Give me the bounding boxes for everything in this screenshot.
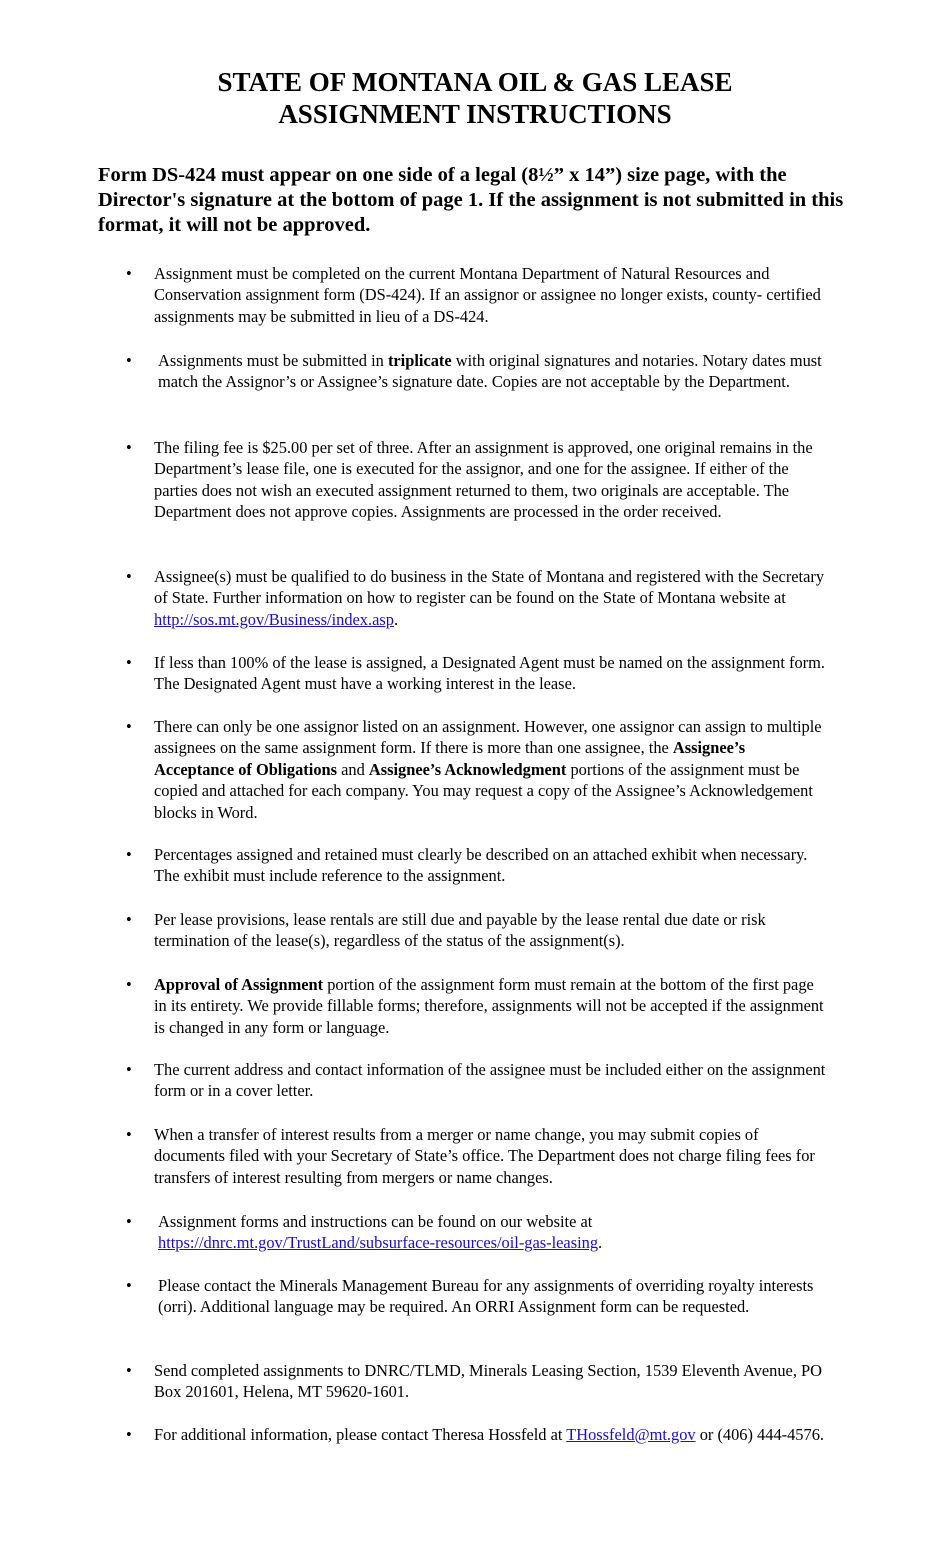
instruction-text [158,1211,826,1254]
contact-email-link[interactable]: THossfeld@mt.gov [566,1425,696,1444]
instruction-item-percentages [126,844,826,887]
page-title-line-1: STATE OF MONTANA OIL & GAS LEASE [217,67,733,97]
instruction-text: The current address and contact information of the assignee must be included either on the assignment form or in a cover letter. [154,1060,826,1101]
text-run: For additional information, please contact Theresa Hossfeld at [154,1425,567,1444]
bullet-icon: • [126,1276,132,1295]
bullet-icon: • [126,1361,132,1380]
instruction-item-orri [126,1275,826,1318]
bullet-icon: • [126,264,132,283]
instruction-item-filing-fee [126,437,826,523]
instruction-text: The filing fee is $25.00 per set of three. After an assignment is approved, one original remains in the Department’s lease file, one is executed for the assignor, and one for the assignee. If either of the parties does not wish an executed assignment returned to them, two originals are acceptable. The Department does not approve copies. Assignments are processed in the order received. [154,438,813,522]
instruction-text: If less than 100% of the lease is assigned, a Designated Agent must be named on the assignment form. The Designated Agent must have a working interest in the lease. [154,653,825,694]
bullet-icon: • [126,1060,132,1079]
instruction-item-current-form [126,263,826,327]
bullet-icon: • [126,438,132,457]
emphasis-assignee-acknowledgment: Assignee’s Acknowledgment [368,759,567,779]
instruction-item-lease-rentals [126,909,826,952]
instruction-text: Percentages assigned and retained must clearly be described on an attached exhibit when necessary. The exhibit must include reference to the assignment. [154,845,808,886]
text-run: or (406) 444-4576. [695,1425,824,1444]
text-run: with original signatures and notaries. Notary dates must match the Assignor’s or Assignee’s signature date. Copies are not acceptable by the Department. [158,351,822,392]
instruction-item-merger [126,1124,826,1188]
instruction-text [154,1424,826,1445]
format-requirement-notice: Form DS-424 must appear on one side of a legal (8½” x 14”) size page, with the Director's signature at the bottom of page 1. If the assignment is not submitted in this format, it will not be approved. [98,164,844,236]
bullet-icon: • [126,351,132,370]
instruction-item-additional-info [126,1424,826,1445]
instruction-item-mailing-address [126,1360,826,1403]
bullet-icon: • [126,717,132,736]
bullet-icon: • [126,975,132,994]
emphasis-approval-of-assignment: Approval of Assignment [154,975,324,994]
instruction-item-triplicate [126,350,826,393]
text-run: and [337,759,369,779]
emphasis-acceptance-of-obligations: Assignee’s Acceptance of Obligations [154,738,746,779]
instruction-item-qualified-assignee [126,566,826,630]
text-run: Assignee(s) must be qualified to do business in the State of Montana and registered with the Secretary of State. Further information on how to register can be found on the State of Montana website at [154,567,825,608]
instruction-text: Per lease provisions, lease rentals are still due and payable by the lease rental due date or risk termination of the lease(s), regardless of the status of the assignment(s). [154,910,766,951]
instruction-text [154,974,826,1038]
text-run: . [393,609,399,629]
bullet-icon: • [126,910,132,929]
instruction-item-website-forms [126,1211,826,1254]
bullet-icon: • [126,1425,132,1444]
page-title [0,66,950,130]
sos-business-link[interactable]: http://sos.mt.gov/Business/index.asp [154,609,394,629]
instruction-item-approval-of-assignment [126,974,826,1038]
bullet-icon: • [126,1125,132,1144]
instruction-text [154,566,826,630]
text-run: portions of the assignment must be copied and attached for each company. You may request a copy of the Assignee’s Acknowledgement blocks in Word. [154,759,813,822]
bullet-icon: • [126,653,132,672]
text-run: portion of the assignment form must remain at the bottom of the first page in its entirety. We provide fillable forms; therefore, assignments will not be accepted if the assignment is changed in any form or language. [154,975,824,1037]
text-run: Assignment forms and instructions can be found on our website at [158,1212,593,1231]
instruction-item-one-assignor [126,716,826,823]
instruction-text: Send completed assignments to DNRC/TLMD, Minerals Leasing Section, 1539 Eleventh Avenue, PO Box 201601, Helena, MT 59620-1601. [154,1361,822,1402]
text-run: . [598,1233,603,1253]
text-run: Assignments must be submitted in [158,351,388,370]
instruction-text: When a transfer of interest results from a merger or name change, you may submit copies of documents filed with your Secretary of State’s office. The Department does not charge filing fees for transfers of interest resulting from mergers or name changes. [154,1125,815,1187]
bullet-icon: • [126,845,132,864]
instruction-item-contact-info [126,1059,826,1102]
page-title-line-2: ASSIGNMENT INSTRUCTIONS [278,99,672,129]
bullet-icon: • [126,1212,132,1231]
instruction-text [154,716,826,823]
instruction-item-designated-agent [126,652,826,695]
instruction-text [158,350,826,393]
emphasis-triplicate: triplicate [387,351,452,370]
instruction-text: Please contact the Minerals Management Bureau for any assignments of overriding royalty interests (orri). Additional language may be required. An ORRI Assignment form can be requested. [158,1276,814,1317]
dnrc-oil-gas-leasing-link[interactable]: https://dnrc.mt.gov/TrustLand/subsurface-resources/oil-gas-leasing [158,1233,599,1253]
bullet-icon: • [126,567,132,586]
text-run: There can only be one assignor listed on an assignment. However, one assignor can assign to multiple assignees on the same assignment form. If there is more than one assignee, the [154,717,822,758]
instruction-text: Assignment must be completed on the current Montana Department of Natural Resources and Conservation assignment form (DS-424). If an assignor or assignee no longer exists, county- certified assignments may be submitted in lieu of a DS-424. [154,264,821,326]
